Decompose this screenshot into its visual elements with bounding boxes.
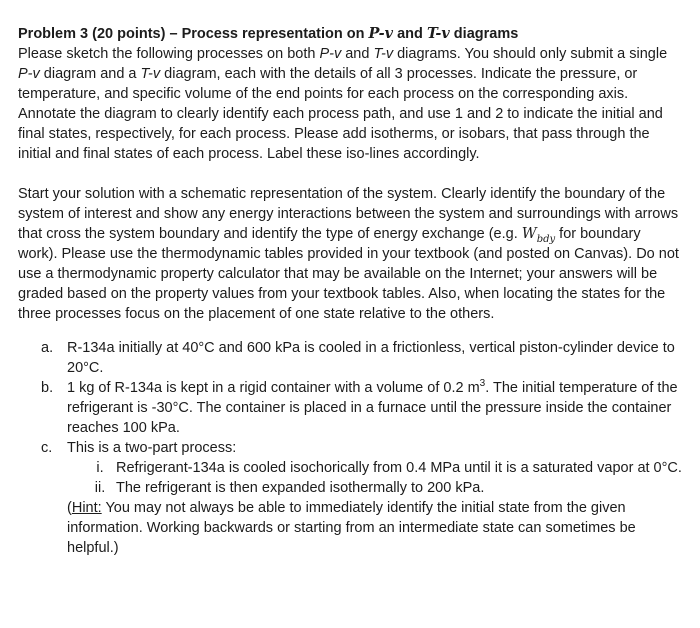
list-marker: ii. <box>94 480 106 496</box>
process-list <box>18 338 684 558</box>
heading-T: T <box>426 25 436 42</box>
heading-v: -v <box>378 25 394 42</box>
list-marker: b. <box>41 380 54 396</box>
hint-note: (Hint: You may not always be able to immediately identify the initial state from the given information. Working backwards or starting from an intermediate state can sometimes be helpful.) <box>67 500 636 556</box>
problem-document <box>18 24 684 558</box>
heading-text: Problem 3 (20 points) – Process representation on <box>18 26 369 42</box>
instructions-paragraph: Please sketch the following processes on both P-v and T-v diagrams. You should only submit a single P-v diagram and a T-v diagram, each with the details of all 3 processes. Indicate the pressure, or temperature, and specific volume of the end points for each process on the corresponding axis. Annotate the diagram to clearly identify each process path, and use 1 and 2 to indicate the initial and final states, respectively, for each process. Please add isotherms, or isobars, that pass through the initial and final states of each process. Label these iso-lines accordingly. <box>18 46 668 162</box>
list-marker: a. <box>41 340 54 356</box>
sub-process-list <box>67 458 684 498</box>
sub-item-ii: ii. The refrigerant is then expanded isothermally to 200 kPa. <box>67 478 684 498</box>
list-item-b: b. 1 kg of R-134a is kept in a rigid container with a volume of 0.2 $m^3$. The initial temperature of the refrigerant is -30°C. The container is placed in a furnace until the pressure inside the container reaches 100 kPa. <box>41 378 678 436</box>
heading-suffix: diagrams <box>449 26 519 42</box>
list-marker: c. <box>41 440 53 456</box>
problem-heading <box>18 24 684 44</box>
work-subscript: bdy <box>536 233 556 245</box>
schematic-paragraph: Start your solution with a schematic representation of the system. Clearly identify the boundary of the system of interest and show any energy interactions between the system and surroundings with arrows that cross the system boundary and identify the type of energy exchange (e.g. $W_{bdy}$ for boundary work). Please use the thermodynamic tables provided in your textbook (and posted on Canvas). Do not use a thermodynamic property calculator that may be available on the Internet; your answers will be graded based on the property values from your textbook tables. Also, when locating the states for the three processes focus on the placement of one state relative to the others. <box>18 186 679 322</box>
heading-and: and <box>393 26 427 42</box>
work-symbol: W <box>521 226 537 242</box>
heading-v2: -v <box>435 25 450 42</box>
hint-label: Hint: <box>71 500 102 516</box>
list-item-a: a. R-134a initially at 40°C and 600 kPa is cooled in a frictionless, vertical piston-cylinder device to 20°C. <box>41 340 675 376</box>
sub-item-i: i. Refrigerant-134a is cooled isochorically from 0.4 MPa until it is a saturated vapor at 0°C. <box>67 458 684 478</box>
list-item-c: c. This is a two-part process: i. Refrigerant-134a is cooled isochorically from 0.4 MPa until it is a saturated vapor at 0°C. ii. The refrigerant is then expanded isothermally to 200 kPa. (Hint: You may not always be able to immediately identify the initial state from the given information. Working backwards or starting from an intermediate state can sometimes be helpful.) <box>18 438 684 558</box>
heading-P: P <box>368 25 379 42</box>
list-marker: i. <box>96 460 104 476</box>
